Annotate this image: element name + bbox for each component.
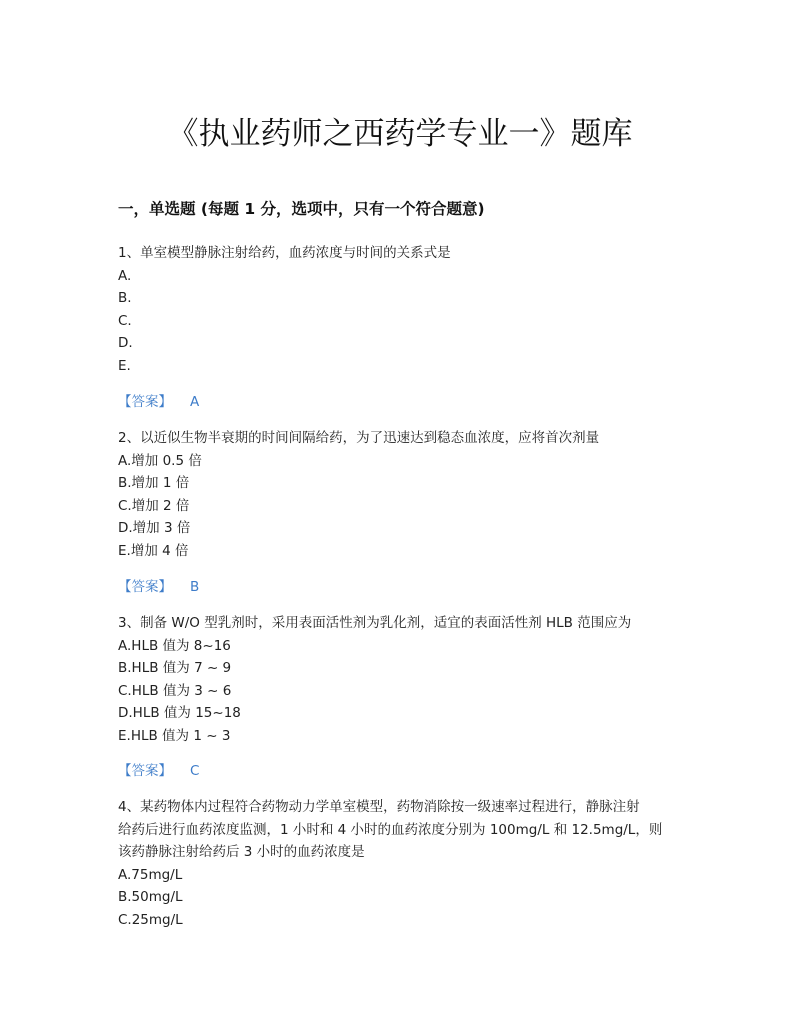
option-e: E.HLB 值为 1 ~ 3 bbox=[118, 727, 231, 744]
document-title: 《执业药师之西药学专业一》题库 bbox=[167, 116, 633, 152]
option-d: D.增加 3 倍 bbox=[118, 520, 191, 537]
option-c: C. bbox=[118, 312, 132, 329]
option-b: B.HLB 值为 7 ~ 9 bbox=[118, 660, 232, 677]
answer-tag: 【答案】 bbox=[118, 394, 172, 410]
option-d: D.HLB 值为 15~18 bbox=[118, 705, 241, 722]
option-b: B.增加 1 倍 bbox=[118, 475, 190, 492]
answer-line-3 bbox=[118, 761, 199, 781]
answer-value: A bbox=[190, 394, 200, 410]
option-b: B. bbox=[118, 290, 132, 307]
answer-tag: 【答案】 bbox=[118, 579, 172, 595]
option-c: C.HLB 值为 3 ~ 6 bbox=[118, 682, 232, 699]
option-b: B.50mg/L bbox=[118, 889, 183, 906]
question-4 bbox=[118, 796, 688, 932]
question-stem-line-1: 4、某药物体内过程符合药物动力学单室模型，药物消除按一级速率过程进行，静脉注射 bbox=[118, 799, 640, 815]
option-c: C.增加 2 倍 bbox=[118, 497, 190, 514]
question-stem-line-2: 给药后进行血药浓度监测，1 小时和 4 小时的血药浓度分别为 100mg/L 和 12.5mg/L，则 bbox=[118, 821, 663, 838]
option-a: A.75mg/L bbox=[118, 866, 183, 883]
question-stem-line-3: 该药静脉注射给药后 3 小时的血药浓度是 bbox=[118, 844, 365, 861]
option-e: E.增加 4 倍 bbox=[118, 542, 189, 559]
question-2 bbox=[118, 427, 688, 563]
question-stem: 1、单室模型静脉注射给药，血药浓度与时间的关系式是 bbox=[118, 245, 451, 261]
answer-line-2 bbox=[118, 577, 199, 597]
answer-value: B bbox=[190, 579, 200, 595]
section-heading: 一，单选题 (每题 1 分，选项中，只有一个符合题意) bbox=[118, 200, 485, 218]
answer-value: C bbox=[190, 763, 200, 779]
option-e: E. bbox=[118, 357, 131, 374]
question-1 bbox=[118, 242, 688, 378]
option-a: A. bbox=[118, 267, 132, 284]
question-stem: 2、以近似生物半衰期的时间间隔给药，为了迅速达到稳态血浓度，应将首次剂量 bbox=[118, 430, 600, 446]
question-3 bbox=[118, 612, 688, 748]
question-stem: 3、制备 W/O 型乳剂时，采用表面活性剂为乳化剂，适宜的表面活性剂 HLB 范围应为 bbox=[118, 615, 632, 631]
option-a: A.HLB 值为 8~16 bbox=[118, 637, 231, 654]
option-d: D. bbox=[118, 335, 133, 352]
answer-tag: 【答案】 bbox=[118, 763, 172, 779]
answer-line-1 bbox=[118, 392, 199, 412]
option-c: C.25mg/L bbox=[118, 911, 183, 928]
option-a: A.增加 0.5 倍 bbox=[118, 452, 202, 469]
